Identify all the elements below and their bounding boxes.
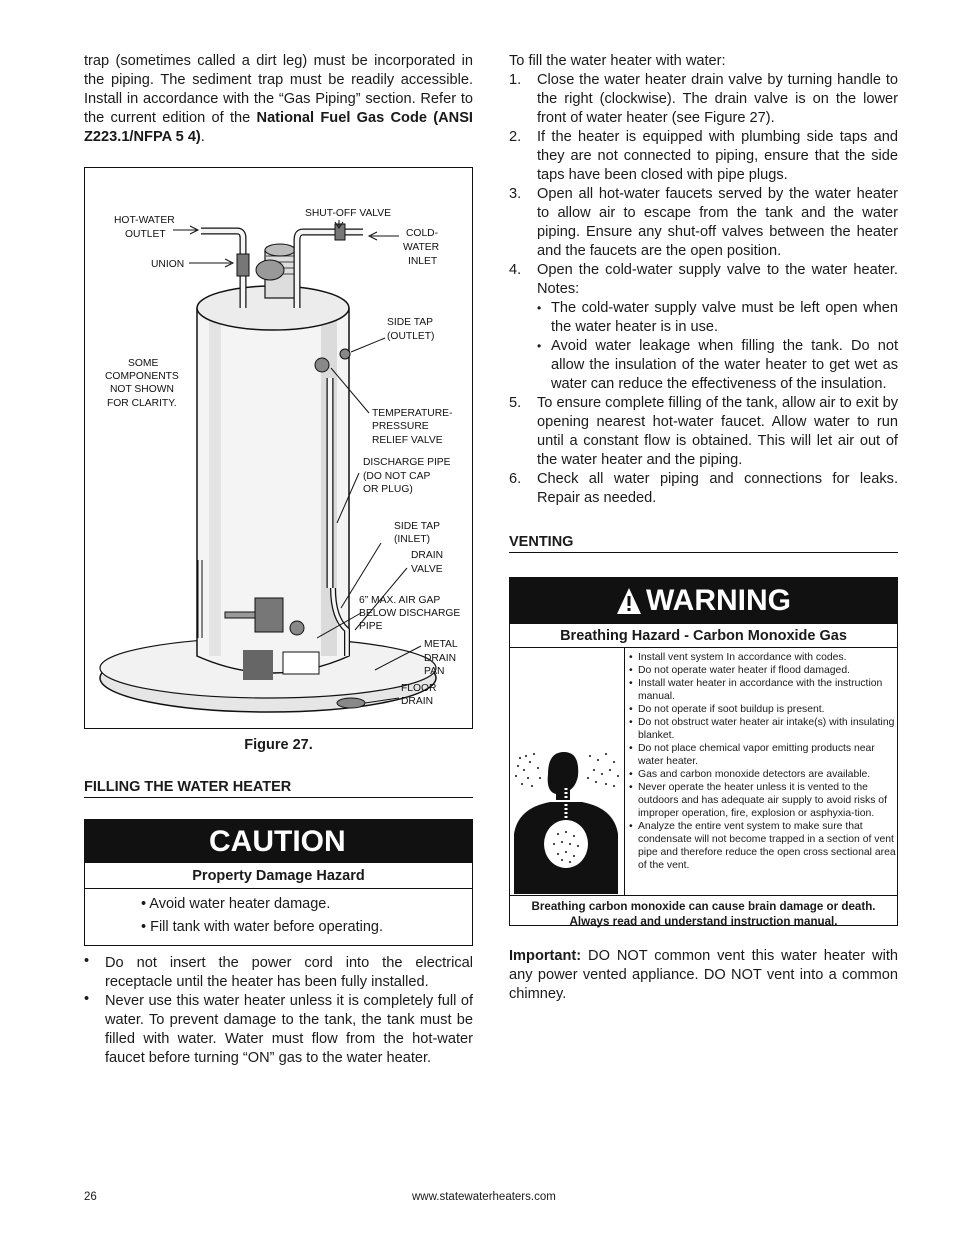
left-column: [84, 52, 473, 1068]
list-item: 2. If the heater is equipped with plumbing side taps and they are not connected to piping, ensure that the side taps have been closed with pipe plugs.: [509, 129, 898, 183]
code-reference: National Fuel Gas Code (ANSI Z223.1/NFPA 5 4): [84, 110, 473, 145]
svg-text:SIDE TAP: SIDE TAP: [394, 521, 440, 532]
svg-text:DISCHARGE PIPE: DISCHARGE PIPE: [363, 457, 451, 468]
svg-text:OR PLUG): OR PLUG): [363, 484, 413, 495]
svg-text:COMPONENTS: COMPONENTS: [105, 371, 179, 382]
svg-text:FLOOR: FLOOR: [401, 683, 437, 694]
fill-intro: To fill the water heater with water:: [509, 53, 726, 69]
warning-item: • Analyze the entire vent system to make sure that condensate will not become trapped in a section of vent pipe and therefore reduce the open cross sectional area of the vent.: [629, 821, 896, 871]
svg-text:VALVE: VALVE: [411, 564, 443, 575]
warning-item: • Never operate the heater unless it is vented to the outdoors and has adequate air supply to avoid risks of improper operation, fire, explosion or asphyxia-tion.: [629, 782, 887, 819]
svg-text:WATER: WATER: [403, 242, 440, 253]
warning-items: [625, 648, 897, 895]
svg-text:SIDE TAP: SIDE TAP: [387, 317, 433, 328]
caution-item: • Fill tank with water before operating.: [141, 919, 384, 935]
svg-text:SOME: SOME: [128, 358, 159, 369]
breathing-hazard-icon: [510, 648, 624, 895]
caution-box: [84, 819, 473, 946]
venting-heading: VENTING: [509, 534, 898, 553]
warning-triangle-icon: [616, 586, 642, 616]
fill-steps: [509, 71, 898, 508]
important-label: Important:: [509, 948, 582, 964]
svg-text:(DO NOT CAP: (DO NOT CAP: [363, 471, 431, 482]
notes-list: [537, 299, 898, 394]
svg-text:METAL: METAL: [424, 639, 458, 650]
intro-text: trap (sometimes called a dirt leg) must be incorporated in the piping. The sediment trap must be readily accessible. Install in accordance with the “Gas Piping” section. Refer to the current edition of the: [84, 53, 473, 126]
svg-text:PAN: PAN: [424, 666, 445, 677]
page-number: 26: [84, 1191, 97, 1203]
list-item: • Never use this water heater unless it is completely full of water. To prevent damage to the tank, the tank must be filled with water. Water must flow from the hot-water faucet before turning “ON” gas to the water heater.: [84, 991, 473, 1066]
warning-banner-text: WARNING: [646, 584, 791, 617]
warning-item: • Gas and carbon monoxide detectors are available.: [629, 769, 871, 780]
svg-text:DRAIN: DRAIN: [401, 696, 434, 707]
svg-text:DRAIN: DRAIN: [411, 550, 444, 561]
warning-item: • Install water heater in accordance with the instruction manual.: [629, 678, 883, 702]
svg-text:DRAIN: DRAIN: [424, 653, 457, 664]
list-item: 6. Check all water piping and connections for leaks. Repair as needed.: [509, 471, 898, 506]
svg-text:INLET: INLET: [408, 256, 438, 267]
warning-box: [509, 577, 898, 926]
right-column: [509, 52, 898, 1004]
important-text: DO NOT common vent this water heater with any power vented appliance. DO NOT vent into a common chimney.: [509, 948, 898, 1002]
svg-text:COLD-: COLD-: [406, 228, 439, 239]
list-item: 5. To ensure complete filling of the tank, allow air to exit by opening nearest hot-water faucet. Allow water to run until a constant flow is obtained. This will let air out of the water heater and the piping.: [509, 395, 898, 468]
warning-footer: [510, 896, 897, 929]
svg-text:SHUT-OFF VALVE: SHUT-OFF VALVE: [305, 208, 392, 219]
warning-item: • Do not operate water heater if flood damaged.: [629, 665, 850, 676]
svg-text:PIPE: PIPE: [359, 621, 383, 632]
svg-text:FOR CLARITY.: FOR CLARITY.: [107, 398, 177, 409]
warning-item: • Do not place chemical vapor emitting products near water heater.: [629, 743, 875, 767]
figure-27: [84, 167, 473, 729]
svg-text:BELOW DISCHARGE: BELOW DISCHARGE: [359, 608, 461, 619]
svg-text:HOT-WATER: HOT-WATER: [114, 215, 175, 226]
caution-item: • Avoid water heater damage.: [141, 896, 331, 912]
intro-paragraph: [84, 52, 473, 147]
note-item: • The cold-water supply valve must be left open when the water heater is in use.: [537, 300, 898, 335]
caution-subtitle: Property Damage Hazard: [85, 863, 472, 889]
svg-text:PRESSURE: PRESSURE: [372, 421, 429, 432]
svg-text:UNION: UNION: [151, 259, 185, 270]
warning-body: [510, 648, 897, 896]
warning-item: • Do not obstruct water heater air intake(s) with insulating blanket.: [629, 717, 895, 741]
svg-text:OUTLET: OUTLET: [125, 229, 166, 240]
svg-text:(OUTLET): (OUTLET): [387, 331, 435, 342]
footer-url: www.statewaterheaters.com: [412, 1191, 556, 1203]
svg-text:(INLET): (INLET): [394, 534, 431, 545]
warning-footer-line: Breathing carbon monoxide can cause brain damage or death.: [531, 900, 876, 913]
caution-banner: CAUTION: [85, 820, 472, 863]
water-heater-diagram: [85, 168, 471, 727]
note-item: • Avoid water leakage when filling the tank. Do not allow the insulation of the water heater to get wet as water can reduce the effectiveness of the insulation.: [537, 338, 898, 392]
important-paragraph: [509, 947, 898, 1004]
svg-text:6” MAX. AIR GAP: 6” MAX. AIR GAP: [359, 595, 441, 606]
intro-end: .: [200, 129, 205, 145]
list-item: 4. Open the cold-water supply valve to the water heater. Notes: • The cold-water supply valve must be left open when the water heater is in use. • Avoid water leakage when filling the tank. Do not allow the insulation of the water heater to get wet as water can reduce the effectiveness of the insulation.: [509, 262, 898, 392]
svg-text:TEMPERATURE-: TEMPERATURE-: [372, 408, 453, 419]
warning-item: • Do not operate if soot buildup is present.: [629, 704, 825, 715]
list-item: 3. Open all hot-water faucets served by the water heater to allow air to escape from the tank and the water piping. Ensure any shut-off valves between the heater and the faucets are the open position.: [509, 186, 898, 259]
warning-banner: [510, 578, 897, 624]
svg-text:RELIEF VALVE: RELIEF VALVE: [372, 435, 443, 446]
filling-heading: FILLING THE WATER HEATER: [84, 779, 473, 798]
svg-text:NOT SHOWN: NOT SHOWN: [110, 384, 174, 395]
warning-item: • Install vent system In accordance with codes.: [629, 652, 847, 663]
warning-footer-line: Always read and understand instruction manual.: [569, 915, 838, 928]
list-item: 1. Close the water heater drain valve by turning handle to the right (clockwise). The drain valve is on the lower front of water heater (see Figure 27).: [509, 72, 898, 126]
warning-subtitle: Breathing Hazard - Carbon Monoxide Gas: [510, 624, 897, 648]
caution-list: [85, 889, 472, 945]
warning-pictogram: [510, 648, 625, 895]
power-notes-list: [84, 954, 473, 1068]
figure-caption: Figure 27.: [244, 737, 313, 753]
list-item: • Do not insert the power cord into the electrical receptacle until the heater has been fully installed.: [84, 953, 473, 990]
